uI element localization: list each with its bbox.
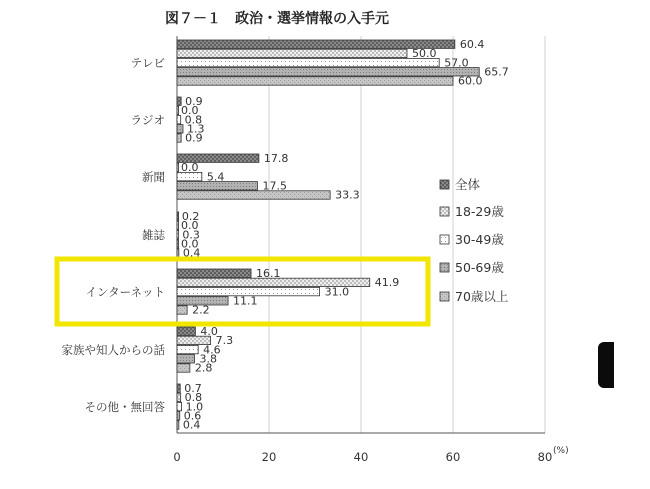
value-label: 2.2 — [192, 303, 210, 317]
value-label: 65.7 — [484, 65, 509, 79]
bar-3-6 — [177, 412, 180, 420]
value-label: 0.0 — [181, 161, 199, 175]
value-label: 11.1 — [233, 294, 258, 308]
bar-1-1 — [177, 106, 179, 114]
legend-swatch-2 — [440, 235, 449, 244]
value-label: 0.6 — [183, 409, 202, 423]
legend — [440, 177, 508, 304]
bar-4-0 — [177, 77, 453, 85]
value-label: 0.0 — [181, 219, 199, 233]
value-label: 0.2 — [181, 209, 200, 223]
x-tick-label: 0 — [173, 450, 181, 464]
bar-2-3 — [177, 230, 179, 238]
legend-label: 30-49歳 — [455, 232, 504, 247]
value-label: 31.0 — [324, 285, 350, 299]
bar-4-3 — [177, 249, 179, 257]
value-label: 17.8 — [263, 151, 289, 165]
value-label: 4.0 — [200, 324, 218, 338]
value-label: 0.9 — [185, 94, 203, 108]
value-label: 1.0 — [185, 400, 204, 414]
bar-1-0 — [177, 49, 407, 57]
bar-3-3 — [177, 240, 179, 248]
bar-4-6 — [177, 421, 179, 429]
legend-swatch-3 — [440, 263, 449, 272]
x-tick-label: 40 — [353, 450, 369, 464]
side-handle — [598, 342, 614, 388]
bars — [177, 40, 479, 429]
legend-label: 全体 — [455, 177, 481, 192]
value-label: 0.4 — [182, 418, 201, 432]
bar-4-1 — [177, 134, 181, 142]
value-label: 41.9 — [374, 276, 400, 290]
legend-swatch-0 — [440, 180, 449, 189]
value-label: 50.0 — [412, 47, 437, 61]
legend-swatch-1 — [440, 207, 449, 216]
value-label: 0.9 — [185, 131, 203, 145]
bar-1-2 — [177, 163, 179, 171]
bar-0-5 — [177, 327, 195, 335]
value-label: 1.3 — [186, 122, 205, 136]
category-label: 新聞 — [142, 170, 165, 184]
bar-3-0 — [177, 68, 479, 76]
category-labels — [62, 56, 166, 414]
bar-0-6 — [177, 384, 180, 392]
bar-4-4 — [177, 306, 187, 314]
value-label: 0.7 — [184, 381, 202, 395]
x-tick-label: 20 — [261, 450, 277, 464]
value-label: 60.0 — [458, 74, 483, 88]
value-label: 0.4 — [182, 246, 201, 260]
value-label: 16.1 — [256, 266, 281, 280]
x-tick-label: 80 — [537, 450, 553, 464]
category-label: その他・無回答 — [84, 400, 165, 414]
bar-1-6 — [177, 393, 181, 401]
value-label: 5.4 — [206, 170, 225, 184]
x-axis-ticks — [173, 450, 552, 464]
bar-0-3 — [177, 212, 179, 220]
category-label: 雑誌 — [142, 228, 165, 242]
legend-label: 50-69歳 — [455, 260, 504, 275]
bar-2-6 — [177, 402, 182, 410]
bar-3-5 — [177, 355, 194, 363]
value-label: 7.3 — [215, 334, 234, 348]
category-label: インターネット — [85, 285, 165, 299]
legend-swatch-4 — [440, 292, 449, 301]
value-label: 33.3 — [335, 188, 360, 202]
value-label: 60.4 — [459, 37, 485, 51]
chart-title: 図７－１ 政治・選挙情報の入手元 — [165, 11, 389, 27]
value-label: 17.5 — [262, 179, 287, 193]
bar-3-1 — [177, 125, 183, 133]
bar-0-4 — [177, 269, 251, 277]
value-label: 0.0 — [181, 237, 199, 251]
value-label: 0.8 — [184, 113, 203, 127]
value-label: 0.3 — [182, 228, 200, 242]
bar-2-0 — [177, 58, 439, 66]
x-tick-label: 60 — [445, 450, 461, 464]
value-label: 3.8 — [199, 352, 217, 366]
value-label: 57.0 — [444, 56, 469, 70]
value-label: 2.8 — [194, 361, 213, 375]
legend-label: 18-29歳 — [455, 204, 504, 219]
x-axis-unit: (%) — [553, 446, 569, 456]
legend-label: 70歳以上 — [455, 289, 509, 304]
bar-4-2 — [177, 191, 330, 199]
bar-4-5 — [177, 364, 190, 372]
bar-1-3 — [177, 221, 179, 229]
category-label: 家族や知人からの話 — [61, 343, 165, 357]
category-label: テレビ — [130, 56, 165, 70]
value-label: 0.8 — [184, 391, 203, 405]
bar-2-5 — [177, 345, 198, 353]
category-label: ラジオ — [130, 113, 165, 127]
value-label: 4.6 — [203, 343, 221, 357]
value-label: 0.0 — [181, 104, 199, 118]
